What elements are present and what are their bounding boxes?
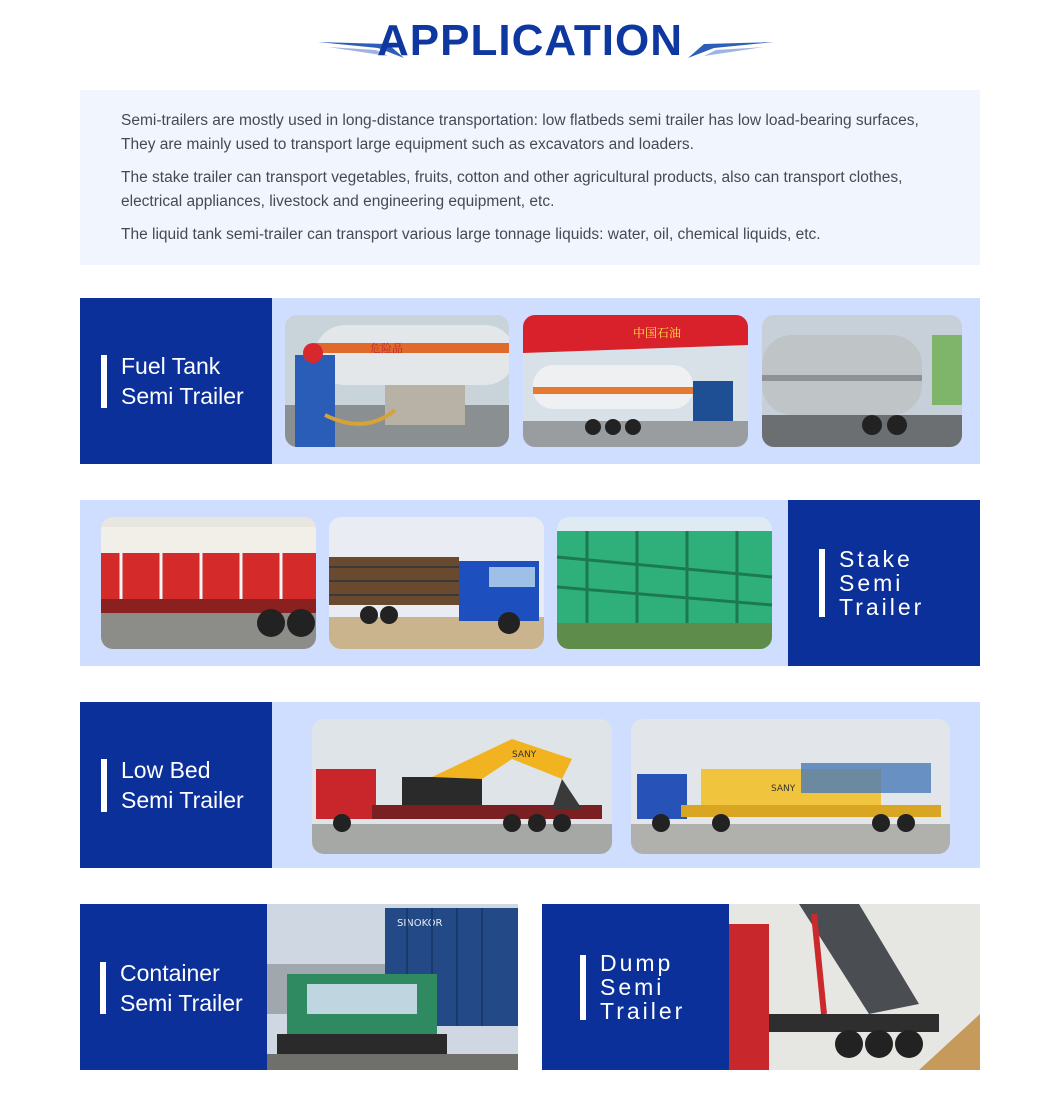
stake-section: [80, 500, 980, 666]
stake-label: Stake Semi Trailer: [839, 546, 925, 620]
fuel-tank-photo-1: [285, 315, 509, 447]
intro-paragraph: The stake trailer can transport vegetables, fruits, cotton and other agricultural products, also can transport clothes, electrical appliances, livestock and engineering equipment, etc.: [121, 169, 903, 210]
accent-bar: [819, 549, 825, 617]
crane-brand: SANY: [771, 784, 796, 794]
accent-bar: [580, 955, 586, 1020]
intro-paragraph: The liquid tank semi-trailer can transport various large tonnage liquids: water, oil, chemical liquids, etc.: [121, 226, 821, 243]
dump-label: Dump Semi Trailer: [600, 950, 686, 1024]
stake-photo-2: [329, 517, 544, 649]
fuel-tank-label: Fuel Tank Semi Trailer: [121, 353, 244, 409]
container-box-text: SINOKOR: [397, 918, 443, 929]
page-title: APPLICATION: [377, 16, 683, 65]
low-bed-photo-1: [312, 719, 612, 854]
low-bed-label: Low Bed Semi Trailer: [121, 757, 244, 813]
container-photo: [267, 904, 518, 1070]
accent-bar: [100, 962, 106, 1014]
intro-paragraph: Semi-trailers are mostly used in long-distance transportation: low flatbeds semi trailer has low load-bearing surfaces, They are mainly used to transport large equipment such as excavators and loaders.: [121, 112, 919, 153]
stake-photo-1: [101, 517, 316, 649]
intro-panel: [80, 90, 980, 265]
container-section: [80, 904, 518, 1070]
stake-label-panel: [788, 500, 980, 666]
fuel-tank-photo-2: [523, 315, 748, 447]
dump-photo: [729, 904, 980, 1070]
low-bed-section: [80, 702, 980, 868]
right-wing-decoration: [688, 36, 774, 60]
container-label: Container Semi Trailer: [120, 960, 243, 1016]
excavator-brand: SANY: [512, 750, 537, 760]
stake-photo-3: [557, 517, 772, 649]
fuel-tank-section: [80, 298, 980, 464]
fuel-tank-label-panel: [80, 298, 272, 464]
low-bed-photo-2: [631, 719, 950, 854]
fuel-tank-photo-3: [762, 315, 962, 447]
low-bed-label-panel: [80, 702, 272, 868]
dump-section: [542, 904, 980, 1070]
accent-bar: [101, 355, 107, 408]
station-sign: 中国石油: [633, 326, 682, 340]
accent-bar: [101, 759, 107, 812]
tank-text: 危险品: [370, 342, 403, 355]
